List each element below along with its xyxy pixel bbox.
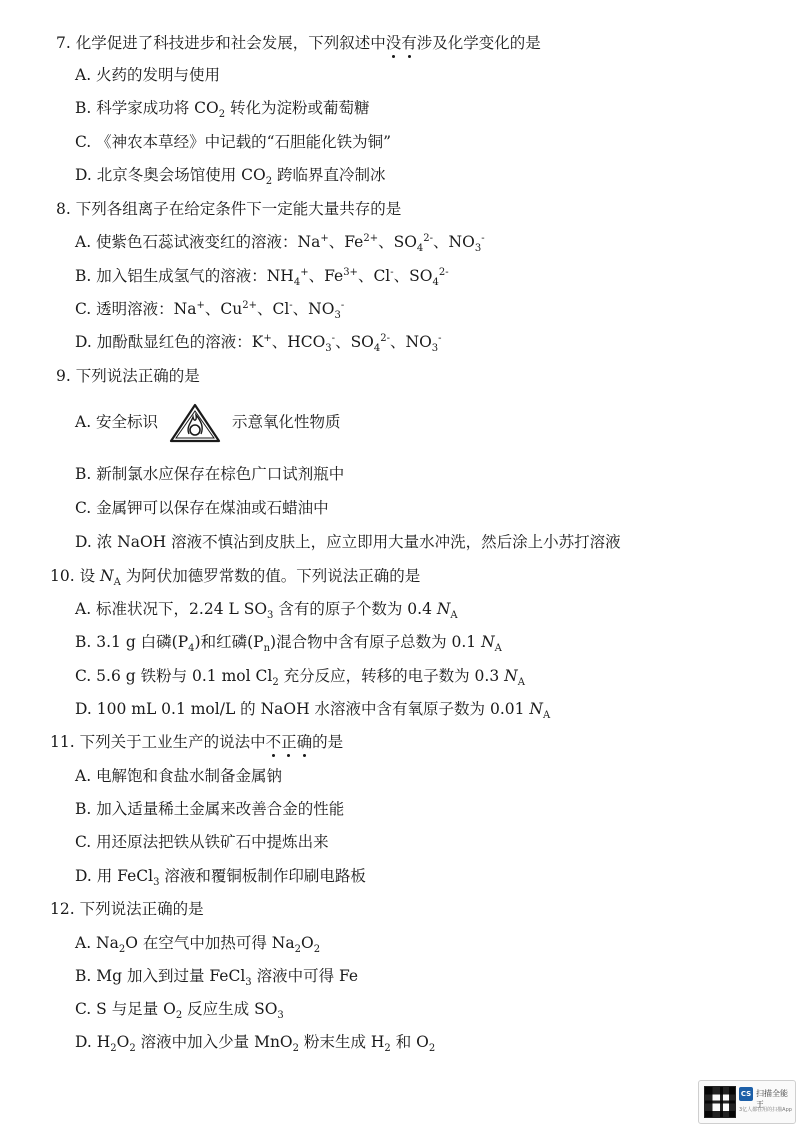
question-12-option-a: A. $Na_2O$ 在空气中加热可得 $Na_2O_2$ — [75, 934, 321, 956]
question-11-option-c: C. 用还原法把铁从铁矿石中提炼出来 — [75, 833, 329, 851]
question-10-option-a: A. 标准状况下，2.24 L $SO_3$ 含有的原子个数为 0.4 $N_A$ — [75, 600, 458, 622]
question-11-option-b: B. 加入适量稀土金属来改善合金的性能 — [75, 800, 345, 818]
question-9-stem: 9. 下列说法正确的是 — [56, 367, 200, 385]
question-9-option-b: B. 新制氯水应保存在棕色广口试剂瓶中 — [75, 465, 345, 483]
question-12-option-b: B. Mg 加入到过量 FeCl$_3$ 溶液中可得 Fe — [75, 967, 359, 989]
question-8-option-b: B. 加入铝生成氢气的溶液：$NH_4^+$、$Fe^{3+}$、Cl-、$SO_4^{2-}$ — [75, 266, 449, 289]
camscanner-logo-icon: CS — [739, 1087, 753, 1101]
question-8-option-c: C. 透明溶液：Na+、$Cu^{2+}$、Cl-、$NO_3^-$ — [75, 299, 345, 322]
watermark-subtitle: 3亿人都在用的扫描App — [739, 1107, 792, 1113]
question-11-option-d: D. 用 FeCl$_3$ 溶液和覆铜板制作印刷电路板 — [75, 867, 366, 889]
question-10-option-d: D. 100 mL 0.1 mol/L 的 NaOH 水溶液中含有氧原子数为 0.01 $N_A$ — [75, 700, 551, 722]
question-11-stem: 11. 下列关于工业生产的说法中不正确的是 — [50, 733, 344, 751]
question-7-option-b: B. 科学家成功将 $CO_2$ 转化为淀粉或葡萄糖 — [75, 99, 370, 121]
question-10-stem: 10. 设 $N_A$ 为阿伏加德罗常数的值。下列说法正确的是 — [50, 567, 421, 589]
question-7-option-c: C. 《神农本草经》中记载的“石胆能化铁为铜” — [75, 133, 392, 151]
question-12-option-c: C. S 与足量 $O_2$ 反应生成 $SO_3$ — [75, 1000, 284, 1022]
question-8-stem: 8. 下列各组离子在给定条件下一定能大量共存的是 — [56, 200, 402, 218]
question-7-option-a: A. 火药的发明与使用 — [75, 66, 221, 84]
question-8-option-a: A. 使紫色石蕊试液变红的溶液：Na+、$Fe^{2+}$、$SO_4^{2-}$、$NO_3^-$ — [75, 232, 485, 255]
question-12-stem: 12. 下列说法正确的是 — [50, 900, 204, 918]
question-9-option-a: A. 安全标识 示意氧化性物质 — [75, 402, 340, 443]
question-11-option-a: A. 电解饱和食盐水制备金属钠 — [75, 767, 283, 785]
watermark-title: 扫描全能王 — [756, 1089, 788, 1109]
question-7-option-d: D. 北京冬奥会场馆使用 $CO_2$ 跨临界直冷制冰 — [75, 166, 386, 188]
question-9-option-d: D. 浓 NaOH 溶液不慎沾到皮肤上，应立即用大量水冲洗，然后涂上小苏打溶液 — [75, 533, 621, 551]
question-10-option-c: C. 5.6 g 铁粉与 0.1 mol $Cl_2$ 充分反应，转移的电子数为 0.3 $N_A$ — [75, 667, 525, 689]
question-12-option-d: D. $H_2O_2$ 溶液中加入少量 MnO$_2$ 粉末生成 $H_2$ 和 $O_2$ — [75, 1033, 436, 1055]
hazard-oxidizer-icon — [169, 403, 221, 443]
scanner-watermark — [698, 1080, 796, 1124]
question-7-stem: 7. 化学促进了科技进步和社会发展，下列叙述中没有涉及化学变化的是 — [56, 34, 541, 52]
question-8-option-d: D. 加酚酞显红色的溶液：K+、$HCO_3^-$、$SO_4^{2-}$、$NO_3^-$ — [75, 332, 442, 355]
qr-code-icon — [704, 1086, 736, 1118]
question-9-option-c: C. 金属钾可以保存在煤油或石蜡油中 — [75, 499, 329, 517]
question-10-option-b: B. 3.1 g 白磷$(P_4)$和红磷$(P_n)$混合物中含有原子总数为 0.1 $N_A$ — [75, 633, 502, 655]
